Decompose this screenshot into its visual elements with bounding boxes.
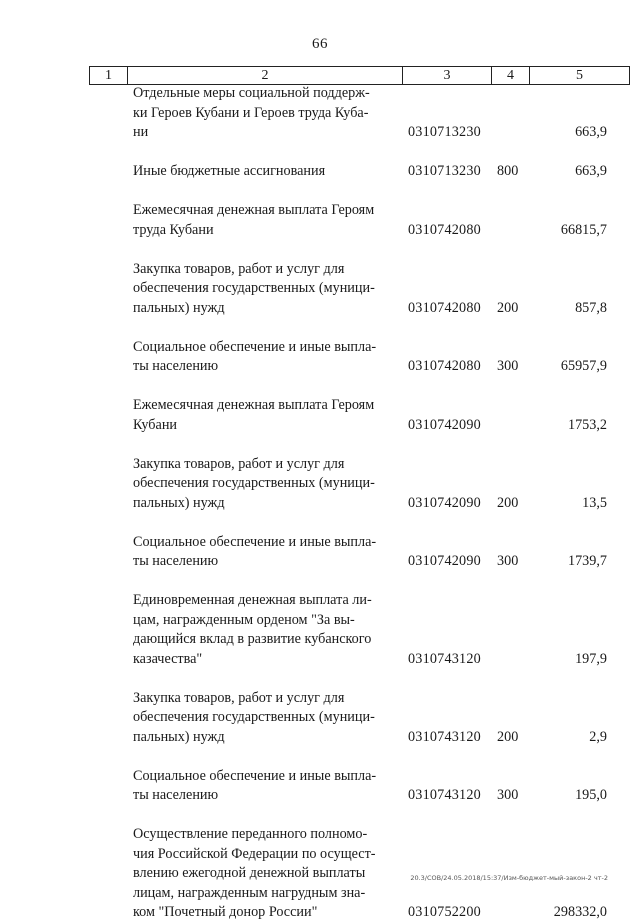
- row-description: [133, 689, 390, 748]
- row-description: [133, 591, 390, 669]
- row-description: [133, 260, 390, 319]
- row-amount: 13,5: [582, 494, 607, 511]
- row-description-line: казачества": [133, 650, 203, 667]
- row-description-line: Единовременная денежная выплата ли-: [133, 592, 372, 608]
- row-description-line: Закупка товаров, работ и услуг для: [133, 260, 345, 277]
- row-expense-type: 200: [497, 299, 519, 316]
- row-description-line: Отдельные меры социальной поддерж-: [133, 85, 370, 101]
- row-amount: 663,9: [575, 124, 607, 140]
- row-expense-type: 200: [497, 494, 519, 511]
- row-code: 0310713230: [408, 124, 481, 140]
- row-description-line: пальных) нужд: [133, 728, 225, 745]
- row-amount: 1753,2: [567, 416, 607, 433]
- footer-note: 20.3/СОВ/24.05.2018/15:37/Изм-бюджет-мый-закон-2 чт-2: [410, 874, 608, 882]
- row-code: 0310713230: [408, 163, 481, 179]
- row-description-line: Социальное обеспечение и иные выпла-: [133, 533, 377, 550]
- row-description-line: Кубани: [133, 416, 178, 433]
- row-code: 0310742090: [408, 494, 481, 511]
- row-description: [133, 162, 390, 182]
- row-description-line: ты населению: [133, 787, 219, 803]
- row-description-line: ты населению: [133, 358, 219, 374]
- row-expense-type: 200: [497, 728, 519, 745]
- row-description-line: Осуществление переданного полномо-: [133, 826, 368, 842]
- row-description-line: чия Российской Федерации по осущест-: [133, 845, 376, 862]
- row-description-line: труда Кубани: [133, 221, 214, 238]
- row-amount: 195,0: [575, 787, 607, 803]
- row-description-line: Закупка товаров, работ и услуг для: [133, 689, 345, 706]
- row-description: [133, 767, 390, 806]
- row-amount: 857,8: [575, 299, 607, 316]
- row-description-line: обеспечения государственных (муници-: [133, 280, 375, 296]
- row-amount: 663,9: [575, 163, 607, 179]
- row-description-line: Социальное обеспечение и иные выпла-: [133, 338, 377, 355]
- row-description: [133, 533, 390, 572]
- row-description-line: Закупка товаров, работ и услуг для: [133, 455, 345, 472]
- row-code: 0310743120: [408, 787, 481, 803]
- row-code: 0310742090: [408, 416, 481, 433]
- row-description-line: ки Героев Кубани и Героев труда Куба-: [133, 104, 369, 121]
- row-code: 0310742090: [408, 553, 481, 569]
- row-description-line: Социальное обеспечение и иные выпла-: [133, 767, 377, 784]
- row-expense-type: 300: [497, 358, 519, 374]
- row-expense-type: 300: [497, 553, 519, 569]
- row-description: [133, 825, 390, 923]
- row-description-line: Ежемесячная денежная выплата Героям: [133, 397, 375, 413]
- table-header-row: [89, 66, 630, 85]
- row-description-line: обеспечения государственных (муници-: [133, 475, 375, 491]
- row-amount: 298332,0: [553, 904, 607, 920]
- row-code: 0310752200: [408, 904, 481, 920]
- row-description: [133, 84, 390, 143]
- row-amount: 197,9: [575, 650, 607, 667]
- row-expense-type: 300: [497, 787, 519, 803]
- row-description-line: пальных) нужд: [133, 299, 225, 316]
- row-description-line: Иные бюджетные ассигнования: [133, 163, 326, 179]
- row-code: 0310742080: [408, 299, 481, 316]
- row-description-line: ты населению: [133, 553, 219, 569]
- row-description-line: обеспечения государственных (муници-: [133, 709, 375, 725]
- row-expense-type: 800: [497, 163, 519, 179]
- row-code: 0310743120: [408, 728, 481, 745]
- row-description-line: ком "Почетный донор России": [133, 904, 318, 920]
- row-description: [133, 338, 390, 377]
- row-amount: 65957,9: [560, 358, 607, 374]
- row-description-line: ни: [133, 124, 149, 140]
- row-description-line: цам, награжденным орденом "За вы-: [133, 611, 355, 628]
- row-description-line: лицам, награжденным нагрудным зна-: [133, 884, 366, 901]
- header-col-4: 4: [492, 67, 530, 84]
- row-code: 0310742080: [408, 221, 481, 238]
- header-col-1: 1: [90, 67, 128, 84]
- page-number: 66: [312, 36, 328, 52]
- row-description: [133, 455, 390, 514]
- row-description-line: пальных) нужд: [133, 494, 225, 511]
- header-col-5: 5: [576, 68, 583, 83]
- row-description-line: Ежемесячная денежная выплата Героям: [133, 202, 375, 218]
- row-description-line: дающийся вклад в развитие кубанского: [133, 631, 372, 647]
- row-description: [133, 201, 390, 240]
- row-amount: 2,9: [589, 728, 607, 745]
- header-col-2: 2: [128, 67, 403, 84]
- row-description: [133, 396, 390, 435]
- row-amount: 66815,7: [560, 221, 607, 238]
- header-col-3: 3: [403, 67, 492, 84]
- row-code: 0310742080: [408, 358, 481, 374]
- row-code: 0310743120: [408, 650, 481, 667]
- row-amount: 1739,7: [567, 553, 607, 569]
- row-description-line: влению ежегодной денежной выплаты: [133, 865, 366, 881]
